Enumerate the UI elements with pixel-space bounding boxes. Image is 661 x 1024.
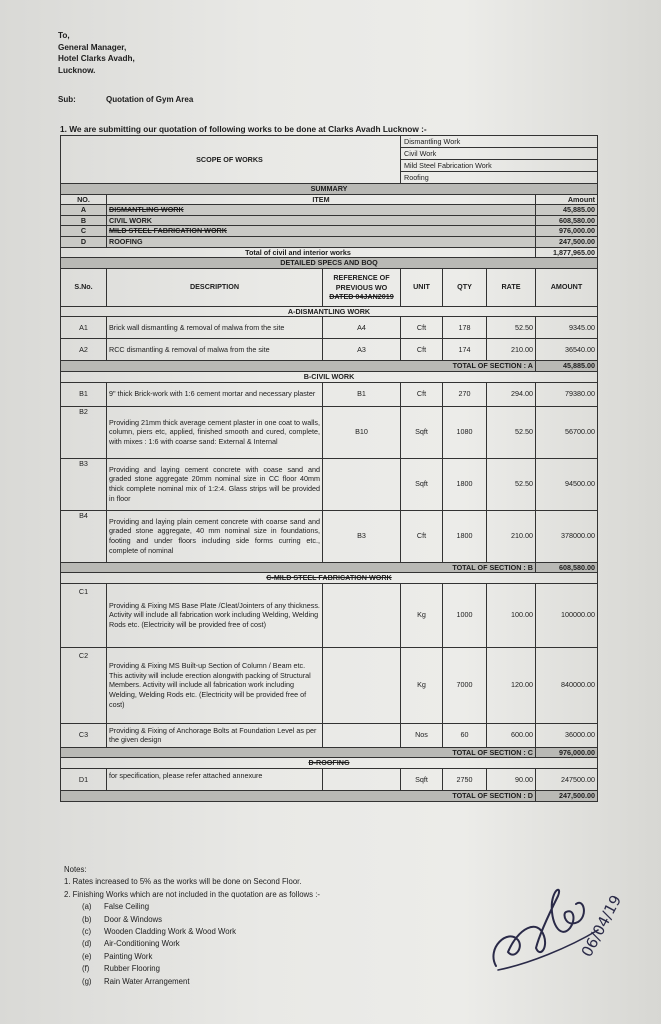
item-amount: 247500.00 xyxy=(536,768,598,790)
item-sno: C3 xyxy=(61,723,107,747)
note-list-item xyxy=(64,901,320,913)
summary-row-item: CIVIL WORK xyxy=(107,215,536,226)
note-list-label: (e) xyxy=(82,951,92,961)
item-qty: 1800 xyxy=(443,510,487,562)
note-list-text: Rain Water Arrangement xyxy=(104,976,190,986)
section-heading: B-CIVIL WORK xyxy=(61,371,598,382)
item-unit: Cft xyxy=(401,382,443,406)
section-heading: C-MILD STEEL FABRICATION WORK xyxy=(61,573,598,584)
item-unit: Sqft xyxy=(401,458,443,510)
item-rate: 90.00 xyxy=(487,768,536,790)
item-description: Providing & Fixing MS Base Plate /Cleat/Jointers of any thickness. Activity will include all fabrication work including Welding, Welding Rods etc. (Electricity will be provided free of cost) xyxy=(107,583,323,647)
summary-row-amount: 247,500.00 xyxy=(536,236,598,247)
notes-block xyxy=(64,864,320,988)
item-unit: Cft xyxy=(401,339,443,361)
note-1: 1. Rates increased to 5% as the works will be done on Second Floor. xyxy=(64,877,302,887)
item-rate: 100.00 xyxy=(487,583,536,647)
section-total-amount: 45,885.00 xyxy=(536,361,598,372)
item-sno: A2 xyxy=(61,339,107,361)
scope-item: Mild Steel Fabrication Work xyxy=(401,160,598,172)
item-reference: A4 xyxy=(323,317,401,339)
item-unit: Kg xyxy=(401,583,443,647)
item-description: Providing & Fixing of Anchorage Bolts at Foundation Level as per the given design xyxy=(107,723,323,747)
item-amount: 79380.00 xyxy=(536,382,598,406)
scope-item: Dismantling Work xyxy=(401,136,598,148)
item-rate: 210.00 xyxy=(487,339,536,361)
section-total-label: TOTAL OF SECTION : D xyxy=(61,790,536,801)
note-list-item xyxy=(64,976,320,988)
note-list-label: (g) xyxy=(82,976,92,986)
note-list-label: (b) xyxy=(82,914,92,924)
item-description: Providing & Fixing MS Built-up Section of Column / Beam etc. This activity will include erection alongwith packing of Structural Members. Activity will include all fabrication work including Welding, Welding Rods etc. (Electricity will be provided free of cost) xyxy=(107,647,323,723)
item-sno: B3 xyxy=(61,458,107,510)
item-description: Providing and laying cement concrete with coase sand and graded stone aggregate 20mm nominal size in CC floor 40mm thick complete nominal mix of 1:2:4. Glass strips will be provided in floor xyxy=(107,458,323,510)
note-list-label: (a) xyxy=(82,902,92,912)
summary-row-no: D xyxy=(61,236,107,247)
item-unit: Cft xyxy=(401,510,443,562)
item-sno: B4 xyxy=(61,510,107,562)
item-description: Providing and laying plain cement concrete with coarse sand and graded stone aggregate, 40 mm nominal size in foundations, footing and under floors including side forms curring etc., complete of nominal xyxy=(107,510,323,562)
col-item: ITEM xyxy=(107,194,536,205)
section-total-label: TOTAL OF SECTION : C xyxy=(61,747,536,758)
summary-row-amount: 608,580.00 xyxy=(536,215,598,226)
item-amount: 94500.00 xyxy=(536,458,598,510)
hotel-name: Hotel Clarks Avadh, xyxy=(58,54,135,63)
note-list-label: (f) xyxy=(82,964,90,974)
item-qty: 7000 xyxy=(443,647,487,723)
note-list-item xyxy=(64,926,320,938)
item-unit: Cft xyxy=(401,317,443,339)
col-rate: RATE xyxy=(487,268,536,306)
item-description: for specification, please refer attached annexure xyxy=(107,768,323,790)
item-qty: 270 xyxy=(443,382,487,406)
item-amount: 36000.00 xyxy=(536,723,598,747)
item-qty: 1000 xyxy=(443,583,487,647)
item-sno: C2 xyxy=(61,647,107,723)
item-amount: 9345.00 xyxy=(536,317,598,339)
item-rate: 52.50 xyxy=(487,458,536,510)
col-amount-detail: AMOUNT xyxy=(536,268,598,306)
signature-date: 06/04/19 xyxy=(577,891,626,960)
scope-item: Roofing xyxy=(401,172,598,184)
col-no: NO. xyxy=(61,194,107,205)
item-unit: Kg xyxy=(401,647,443,723)
subject-line xyxy=(58,95,193,104)
note-list-text: Painting Work xyxy=(104,951,153,961)
addressee-block xyxy=(58,30,135,76)
item-rate: 600.00 xyxy=(487,723,536,747)
item-reference xyxy=(323,723,401,747)
addressee-title: General Manager, xyxy=(58,42,127,52)
summary-row-item: ROOFING xyxy=(107,236,536,247)
item-rate: 52.50 xyxy=(487,406,536,458)
note-list-text: Wooden Cladding Work & Wood Work xyxy=(104,927,237,937)
note-list-item xyxy=(64,914,320,926)
item-qty: 1080 xyxy=(443,406,487,458)
col-amount: Amount xyxy=(536,194,598,205)
note-2: 2. Finishing Works which are not included in the quotation are as follows :- xyxy=(64,889,320,899)
section-total-amount: 247,500.00 xyxy=(536,790,598,801)
item-sno: C1 xyxy=(61,583,107,647)
item-description: 9" thick Brick-work with 1:6 cement mortar and necessary plaster xyxy=(107,382,323,406)
section-heading: A-DISMANTLING WORK xyxy=(61,306,598,317)
scope-item: Civil Work xyxy=(401,148,598,160)
item-description: Providing 21mm thick average cement plaster in one coat to walls, column, piers etc, applied, finished smooth and cured, complete, with mixes : 1:6 with coarse sand: External & Internal xyxy=(107,406,323,458)
item-qty: 2750 xyxy=(443,768,487,790)
item-reference xyxy=(323,768,401,790)
summary-row-item: MILD STEEL FABRICATION WORK xyxy=(107,226,536,237)
item-unit: Nos xyxy=(401,723,443,747)
item-amount: 378000.00 xyxy=(536,510,598,562)
item-amount: 56700.00 xyxy=(536,406,598,458)
item-sno: B1 xyxy=(61,382,107,406)
item-unit: Sqft xyxy=(401,768,443,790)
scope-of-works-label: SCOPE OF WORKS xyxy=(61,136,401,184)
section-total-label: TOTAL OF SECTION : A xyxy=(61,361,536,372)
item-rate: 210.00 xyxy=(487,510,536,562)
col-unit: UNIT xyxy=(401,268,443,306)
summary-total-amount: 1,877,965.00 xyxy=(536,247,598,258)
item-sno: B2 xyxy=(61,406,107,458)
item-sno: A1 xyxy=(61,317,107,339)
summary-row-amount: 45,885.00 xyxy=(536,205,598,216)
city: Lucknow. xyxy=(58,65,96,75)
item-rate: 294.00 xyxy=(487,382,536,406)
summary-heading: SUMMARY xyxy=(61,184,598,195)
summary-row-amount: 976,000.00 xyxy=(536,226,598,237)
section-heading: D-ROOFING xyxy=(61,758,598,769)
section-total-amount: 976,000.00 xyxy=(536,747,598,758)
note-list-text: Door & Windows xyxy=(104,914,163,924)
summary-row-no: B xyxy=(61,215,107,226)
note-list-label: (d) xyxy=(82,939,92,949)
item-reference: A3 xyxy=(323,339,401,361)
summary-row-no: A xyxy=(61,205,107,216)
section-total-amount: 608,580.00 xyxy=(536,562,598,573)
item-qty: 1800 xyxy=(443,458,487,510)
col-reference-line: REFERENCE OF xyxy=(333,273,390,283)
quotation-table xyxy=(60,135,598,802)
to-line: To, xyxy=(58,31,70,40)
item-reference: B3 xyxy=(323,510,401,562)
item-unit: Sqft xyxy=(401,406,443,458)
item-reference: B10 xyxy=(323,406,401,458)
item-reference xyxy=(323,583,401,647)
item-description: RCC dismantling & removal of malwa from the site xyxy=(107,339,323,361)
item-sno: D1 xyxy=(61,768,107,790)
col-reference-line: PREVIOUS WO xyxy=(335,282,388,292)
item-reference xyxy=(323,458,401,510)
col-reference xyxy=(323,268,401,306)
item-amount: 840000.00 xyxy=(536,647,598,723)
note-list-item xyxy=(64,951,320,963)
note-list-item xyxy=(64,938,320,950)
col-sno: S.No. xyxy=(61,268,107,306)
item-amount: 100000.00 xyxy=(536,583,598,647)
note-list-text: Air-Conditioning Work xyxy=(104,939,180,949)
section-total-label: TOTAL OF SECTION : B xyxy=(61,562,536,573)
handwritten-signature xyxy=(478,878,648,978)
summary-total-label: Total of civil and interior works xyxy=(61,247,536,258)
col-description: DESCRIPTION xyxy=(107,268,323,306)
item-reference: B1 xyxy=(323,382,401,406)
note-list-text: False Ceiling xyxy=(104,902,150,912)
item-reference xyxy=(323,647,401,723)
item-qty: 174 xyxy=(443,339,487,361)
item-rate: 52.50 xyxy=(487,317,536,339)
summary-row-item: DISMANTLING WORK xyxy=(107,205,536,216)
item-qty: 60 xyxy=(443,723,487,747)
subject-label: Sub: xyxy=(58,95,76,104)
item-amount: 36540.00 xyxy=(536,339,598,361)
summary-row-no: C xyxy=(61,226,107,237)
intro-text: 1. We are submitting our quotation of following works to be done at Clarks Avadh Lucknow :- xyxy=(60,124,427,134)
note-list-text: Rubber Flooring xyxy=(104,964,160,974)
item-qty: 178 xyxy=(443,317,487,339)
col-reference-line: DATED 04JAN2019 xyxy=(329,291,394,301)
item-rate: 120.00 xyxy=(487,647,536,723)
subject-text: Quotation of Gym Area xyxy=(106,95,194,104)
item-description: Brick wall dismantling & removal of malwa from the site xyxy=(107,317,323,339)
note-list-item xyxy=(64,963,320,975)
detailed-specs-heading: DETAILED SPECS AND BOQ xyxy=(61,258,598,269)
note-list-label: (c) xyxy=(82,927,92,937)
col-qty: QTY xyxy=(443,268,487,306)
notes-heading: Notes: xyxy=(64,865,87,874)
